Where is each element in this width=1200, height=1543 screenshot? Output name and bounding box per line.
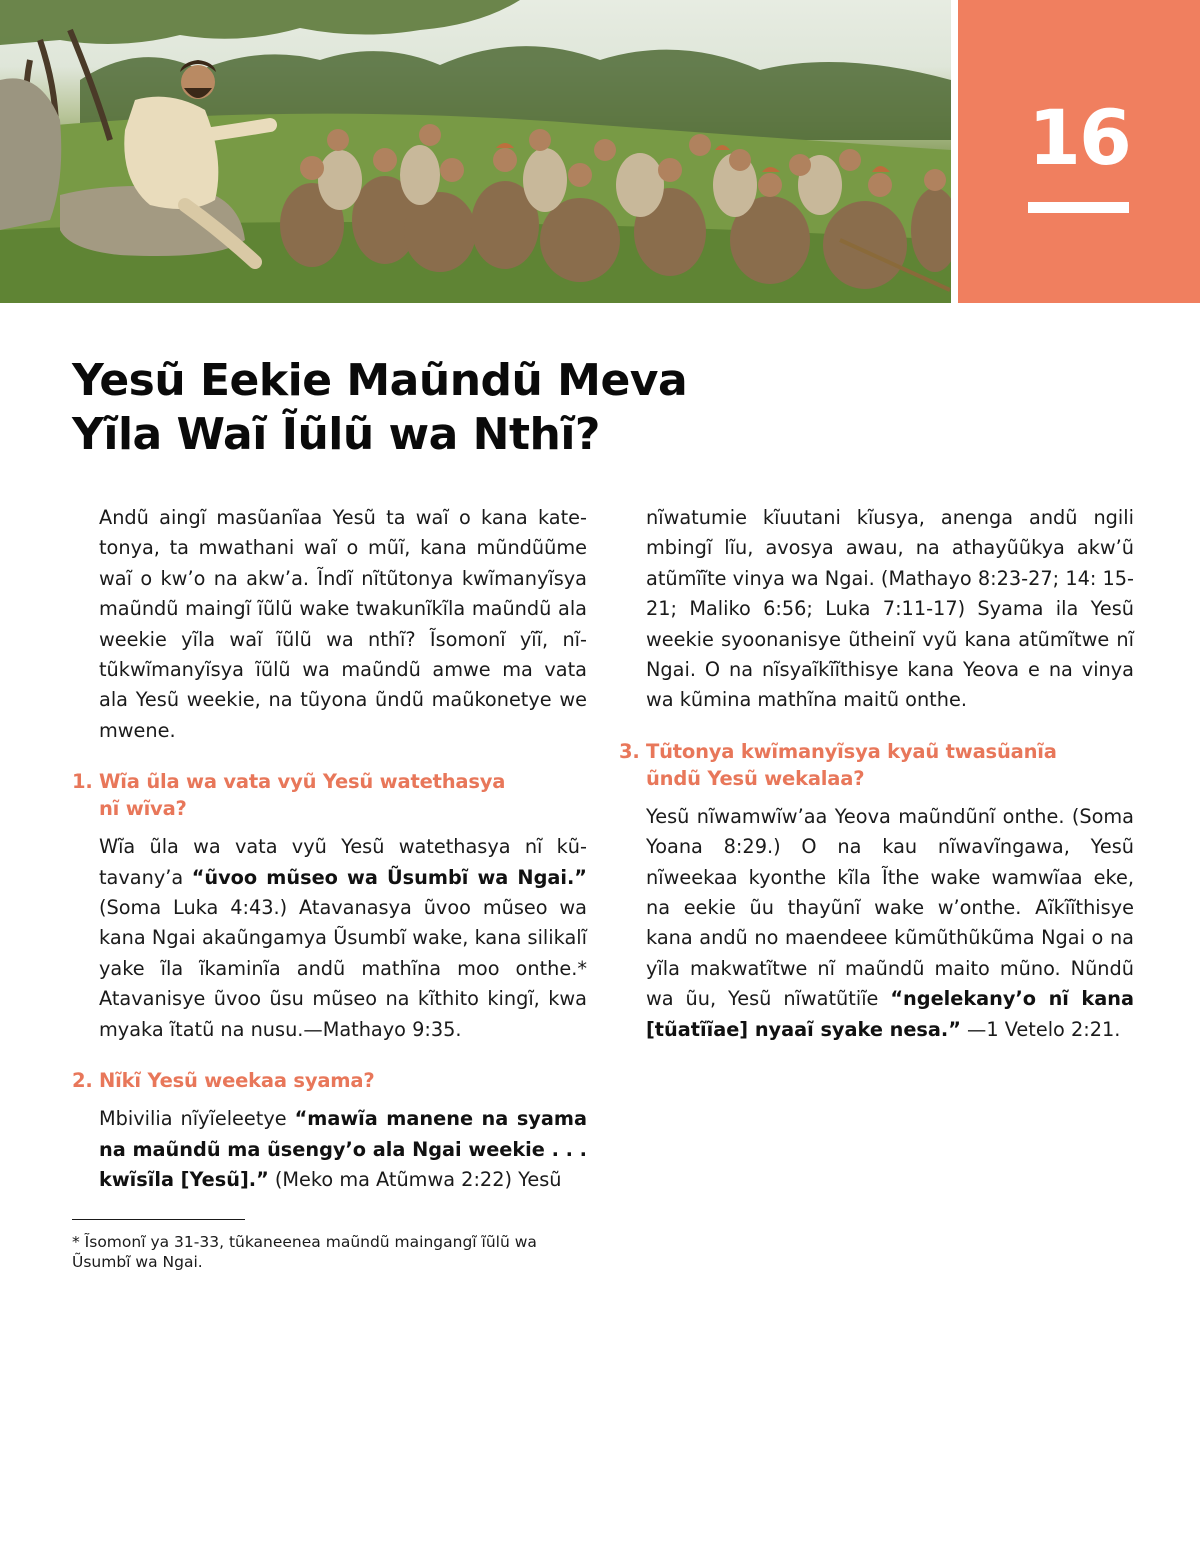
chapter-number: 16 [1028, 93, 1130, 182]
question-text-line-1: Nĩkĩ Yesũ weekaa syama? [99, 1069, 375, 1093]
question-3 [619, 738, 1134, 792]
answer-text: Mbivilia nĩyĩeleetye [99, 1107, 295, 1131]
question-text-line-1: Wĩa ũla wa vata vyũ Yesũ watethasya [99, 770, 506, 794]
answer-text-continued: nĩwatumie kĩuutani kĩusya, anenga andũ ngili mbingĩ lĩu, avosya awau, na athayũũkya akw’ũ atũmĩĩte vinya wa Ngai. (Mathayo 8:23-27; 14: 15-21; Maliko 6:56; Luka 7:11-17) Syama ila Yesũ weekie syoonanisye ũtheinĩ vyũ kana atũmĩtwe nĩ Ngai. O na nĩsyaĩkĩĩthisye kana Yeova e na vinya wa kũmina mathĩna maitũ onthe. [646, 506, 1134, 712]
hero-photo [0, 0, 951, 303]
answer-2-continued [646, 503, 1134, 716]
column-right [619, 503, 1135, 1045]
question-text-line-2: nĩ wĩva? [99, 797, 187, 821]
footnote: * Ĩsomonĩ ya 31-33, tũkaneenea maũndũ maingangĩ ĩũlũ wa Ũsumbĩ wa Ngai. [72, 1233, 537, 1271]
answer-text: Yesũ nĩwamwĩw’aa Yeova maũndũnĩ onthe. (Soma Yoana 8:29.) O na kau nĩwavĩngawa, Yesũ nĩweekaa kyonthe kĩla Ĩthe wake wamwĩaa eke, na eekie ũu thayũnĩ wake w’onthe. Aĩkĩĩthisye kana andũ no maendeee kũmũthũkũma Ngai o na yĩla makwatĩtwe nĩ maũndũ maito mũno. Nũndũ wa ũu, Yesũ nĩwatũtiĩe [646, 804, 1134, 1011]
intro-paragraph: Andũ aingĩ masũanĩaa Yesũ ta waĩ o kana katetonya, ta mwathani waĩ o mũĩ, kana mũndũũme waĩ o kw’o na akw’a. Ĩndĩ nĩtũtonya kwĩmanyĩsya maũndũ maingĩ ĩũlũ wake twakunĩkĩla maũndũ ala weekie yĩla waĩ ĩũlũ wa nthĩ? Ĩsomonĩ yĩĩ, nĩtũkwĩmanyĩsya ĩũlũ wa maũndũ amwe ma vata ala Yesũ weekie, na tũyona ũndũ maũkonetye we mwene. [99, 506, 587, 742]
column-left [72, 503, 587, 1195]
hero-illustration [0, 0, 951, 303]
question-number: 2. [72, 1069, 93, 1093]
chapter-badge [958, 0, 1200, 303]
page-title-line-1: Yesũ Eekie Maũndũ Meva [72, 355, 688, 406]
answer-1-paragraph [99, 832, 587, 1045]
answer-text: (Meko ma Atũmwa 2:22) Yesũ [268, 1167, 562, 1191]
page-title-line-2: Yĩla Waĩ Ĩũlũ wa Nthĩ? [72, 409, 600, 460]
scripture-quote: “ngelekany’o nĩ kana [tũatĩĩae] nyaaĩ syake nesa.” [646, 987, 1135, 1041]
answer-3-paragraph [646, 802, 1134, 1045]
question-text-line-1: Tũtonya kwĩmanyĩsya kyaũ twasũanĩa [646, 739, 1057, 763]
footnote-divider [72, 1219, 245, 1220]
question-number: 3. [619, 739, 640, 763]
answer-2-paragraph [99, 1104, 587, 1195]
question-1 [72, 768, 587, 822]
question-2 [72, 1067, 587, 1094]
answer-text: —1 Vetelo 2:21. [960, 1017, 1121, 1041]
answer-text: Wĩa ũla wa vata vyũ Yesũ watethasya nĩ kũtavany’a [99, 835, 587, 889]
question-number: 1. [72, 770, 93, 794]
chapter-underline [1028, 202, 1129, 213]
question-text-line-2: ũndũ Yesũ wekalaa? [646, 766, 865, 790]
scripture-quote: “ũvoo mũseo wa Ũsumbĩ wa Ngai.” [191, 865, 587, 889]
answer-text: (Soma Luka 4:43.) Atavanasya ũvoo mũseo wa kana Ngai akaũngamya Ũsumbĩ wake, kana silikalĩ yake ĩla ĩkaminĩa andũ mathĩna moo onthe.* Atavanisye ũvoo ũsu mũseo na kĩthito kingĩ, kwa myaka ĩtatũ na nusu.—Mathayo 9:35. [99, 896, 587, 1041]
tree-canopy [0, 0, 520, 45]
page-title [72, 354, 792, 462]
scripture-quote: “mawĩa manene na syama na maũndũ ma ũsengy’o ala Ngai weekie . . . kwĩsĩla [Yesũ].” [99, 1107, 587, 1191]
